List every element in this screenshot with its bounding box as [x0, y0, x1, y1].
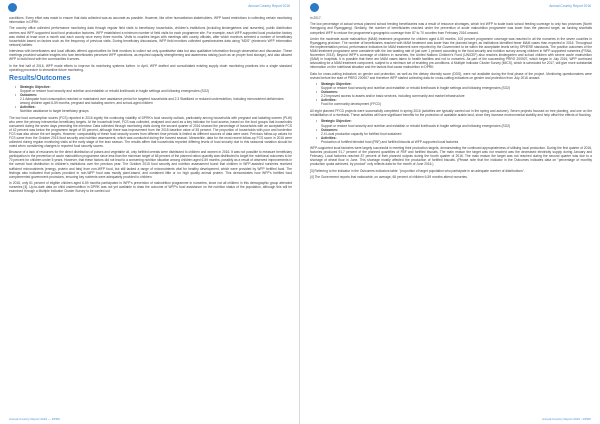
list-item: • Strategic Objective: Support or restore food security and nutrition and establish or rebuild livelihoods in fragile settings and following emergencies (SO2): [15, 85, 292, 93]
section-title-results: Results/Outcomes: [9, 74, 71, 82]
paragraph: The country office collected performance monitoring data through regular field visits to beneficiary households, children's institutions (including kindergartens and nurseries), public distribution centres and WFP-supported local food production factories. WFP established a minimum number of field visits for each programme site. For example, each WFP-supported local production factory was visited at least once a month and each county once every three months. Visits to counties began with meetings with county officials, after which monitors selected a number of beneficiary households based on factors such as the frequency of previous visits. During beneficiary discussions, WFP field monitors collected questionnaires data using "MDS" (electronic WFP information network) tablets.: [9, 26, 292, 47]
objective-list: [15, 85, 292, 113]
objective-list: [316, 119, 592, 143]
list-item: • Outcomes: 2.1 Adequate food consumption reached or maintained over assistance period for targeted households and 2.3 Stabilized or reduced undernutrition, including micronutrient deficiencies among children aged 6-59 months, pregnant and lactating women, and school-aged children: [15, 93, 292, 105]
page-header-title: Annual Country Report 2016: [248, 4, 290, 8]
paragraph: WFP-supported local factories were largely successful in meeting their production targets, demonstrating the continued appropriateness of utilising local production. During the first quarter of 2016, factories produced 91.7 percent of the planned quantities of FBF and fortified biscuits. The main reason the target was not reached was the decreased electricity supply during January and February. Local factories reached 87 percent of their planned outputs during the fourth quarter of 2016. The main reason the target was not reached during the second quarter was due to a shortage of wheat flour in June. This shortage mostly affected the production of fortified biscuits. (Please note that the indicator in the Outcomes indicates data on "percentage of monthly production quota achieved, by product" only reflects data for the month of June 2016.): [310, 146, 592, 167]
right-page-content: [310, 16, 592, 182]
right-page: [300, 0, 600, 424]
list-item: • Outcomes: 2.2 Improved access to assets and/or basic services, including community and market infrastructure: [316, 90, 592, 98]
paragraph: In the first half of 2016, WFP made efforts to improve its monitoring systems further. In April, WFP drafted and consolidated existing supply chain monitoring practices into a single standard operating procedure to streamline future monitoring.: [9, 63, 292, 72]
list-item: • Activities: Food for community development (FFCD): [316, 98, 592, 106]
page-header-title: Annual Country Report 2016: [549, 4, 591, 8]
paragraph: Interviews with beneficiaries and local officials offered opportunities for field monitors to collect not only quantitative data but also qualitative information through observation and discussion. These meetings provided valuable insights into how beneficiaries perceived WFP operations, as required capacity strengthening and awareness raising (such as on proper food storage), and also allowed WFP to build trust with the communities it serves.: [9, 49, 292, 62]
paragraph: Under the moderate acute malnutrition (MAM) treatment programme for children aged 6-59 months, 100 percent programme coverage was reached in all the nurseries in the seven counties in Ryanggang province. The number of beneficiaries reached with MAM treatment was lower than the planned target, as institutions identified fewer MAM cases than expected in 2016. Throughout the implementation period, performance indicators for MAM treatment were reported by the Government to be within the acceptable levels set by SPHERE standards. The positive outcomes of the MAM treatment programme were consistent with the low wasting rate of just over 1 percent according to the food security and nutrition survey among children in WFP-supported nurseries (FSNA, November 2015). Beyond WFP's coverage of children in nurseries, the United Nations Children's Fund (UNICEF) also reaches kindergarten and school children with severe acute malnutrition (SAM) in hospitals. It is possible that there are MAM cases taken to health facilities and not to nurseries. As part of the succeeding PRRO 200907, which began in July 2016, WFP continued advocating for a MAM treatment component, subject to a minimum set of enabling pre-conditions. A Multiple Indicator Cluster Survey (MICS), which is scheduled for 2017, will give more substantial information on the nutritional situation and the factors that cause malnutrition in DPRK.: [310, 36, 592, 70]
left-page-content: [9, 16, 292, 196]
wfp-logo-icon: [310, 3, 319, 12]
list-item: • Strategic Objective: Support or restore food security and nutrition and establish or rebuild livelihoods in fragile settings and following emergencies (SO2): [316, 82, 592, 90]
objective-list: [316, 82, 592, 106]
paragraph: All eight planned FFCD projects were successfully completed in spring 2016 (activities are typically carried out in the spring and autumn). Seven projects focused on tree planting, and one on the rehabilitation of a riverbank. These activities will have significant benefits for the protection of available arable land, since they increase environmental stability and help offset the effects of flooding.: [310, 109, 592, 118]
paragraph: in 2017.: [310, 16, 322, 20]
list-item: • Strategic Objective: Support or restore food security and nutrition and establish or rebuild livelihoods in fragile settings and following emergencies (SO2): [316, 119, 592, 127]
footnote: [3] Referring to the indicator in the Outcomes indicators table: "proportion of target population who participate in an adequate number of distributions".: [310, 168, 525, 173]
list-item: • Activities: Production of fortified blended food (FBF) and fortified biscuits at WFP-supported local factories: [316, 136, 592, 144]
paragraph: Data for cross-cutting indicators on gender and protection, as well as the dietary diversity score (DDS), were not available during the final phase of the project. Monitoring questionnaires were revised before the start of PRRO 200907 and therefore WFP started collecting data for cross-cutting indicators on gender and protection from July 2016 onward.: [310, 71, 592, 80]
paragraph: The low food consumption scores (FCS) reported in 2016 signify the continuing volatility of DPRK's food security outlook, particularly among households with pregnant and lactating women (PLW) who were the primary intervention beneficiary targets. At the household level, FCS was collected, analysed and used as a key indicator for food access, based on the food groups that households consumed during the seven days preceding the interview. Data collected through monitoring visits during the second quarter of 2016 showed the percentage of households with an acceptable FCS of 42 percent was below the programme target of 50 percent, although there was improvement from the 2015 baseline value of 35 percent. The proportion of households with poor and borderline FCS was also above the set targets. However, comparability of these food security scores from different time periods is limited as different sources of data were used. Previous follow-up values for FCS came from the October 2015 food security and nutrition assessment, which was conducted during the harvest season. Meanwhile, data for the most recent follow-up FCS score in 2016 were collected during regular monitoring visits at the early stage of the lean season. The results affirm that households reported differing levels of food security due to this seasonal variation should be noted when considering changes in reported food security scores.: [9, 115, 292, 148]
paragraph: conditions. Every effort was made to ensure that data collected was as accurate as possible. However, like other humanitarian stakeholders, WFP faced restrictions in collecting certain monitoring information in DPRK.: [9, 16, 292, 25]
list-item: • Outcomes: 2.4 Local production capacity for fortified food sustained: [316, 128, 592, 136]
paragraph: Because of a lack of resources for the direct distribution of pulses and vegetable oil, only fortified cereals were distributed to children and women in 2016. It was not possible to measure beneficiary participation in the prevention of acute malnutrition programme since less than the minimum target of 66 percent of the planned ration quantity was distributed to target the nutritional outcomes to be 70 percent for children under 5 years. However, that these factors did not lead to a worsening nutrition situation among children aged 6-59 months, possibly as a result of observed improvements in the overall food distribution to children's institutions over the previous year. The October 2015 food security and nutrition assessment found that children in WFP-assisted nurseries received sufficient micronutrients (energy, protein and fats) from non-WFP food, but still lacked a range of micronutrients vital for healthy development, which were provided by WFP fortified food. The findings also indicated that pulses provided in non-WFP food was mostly plant-based, and contained little or no high quality animal protein. This demonstrates how WFP's fortified food complemented government provisions, ensuring key nutrients were adequately provided to children.: [9, 150, 292, 179]
list-item: • Activities: Nutrition assistance to target beneficiary groups: [15, 105, 292, 113]
paragraph: In 2016, only 61 percent of eligible children aged 6-59 months participated in WFP's prevention of malnutrition programme in nurseries, since not all children in this demographic group attended nurseries [4]. Up-to-date data on child undernutrition in DPRK was not yet available to draw the outcome of WFP's food assistance on the nutrition status of the population, although this will be examined through a Multiple Indicator Cluster Survey to be carried out: [9, 181, 292, 194]
paragraph: The low percentage of actual versus planned school feeding beneficiaries was a result of resource shortages, which led WFP to scale back school feeding coverage to only two provinces (North Hamgyong and Ryanggang). Similarly, the number of beneficiaries reached under the prevention of acute malnutrition programme was lower than the planned target, as funding shortfalls compelled WFP to reduce the programme's geographic coverage from 87 to 70 counties from February 2016 onward.: [310, 22, 592, 35]
wfp-logo-icon: [8, 3, 17, 12]
page-footer: Annual Country Report 2016 — DPRK: [9, 417, 61, 421]
page-footer: Annual Country Report 2016 - DPRK: [541, 417, 591, 421]
footnote: [4] The Government reports that nationwide, on average, 68 percent of children 6-59 months attend nurseries.: [310, 175, 468, 180]
